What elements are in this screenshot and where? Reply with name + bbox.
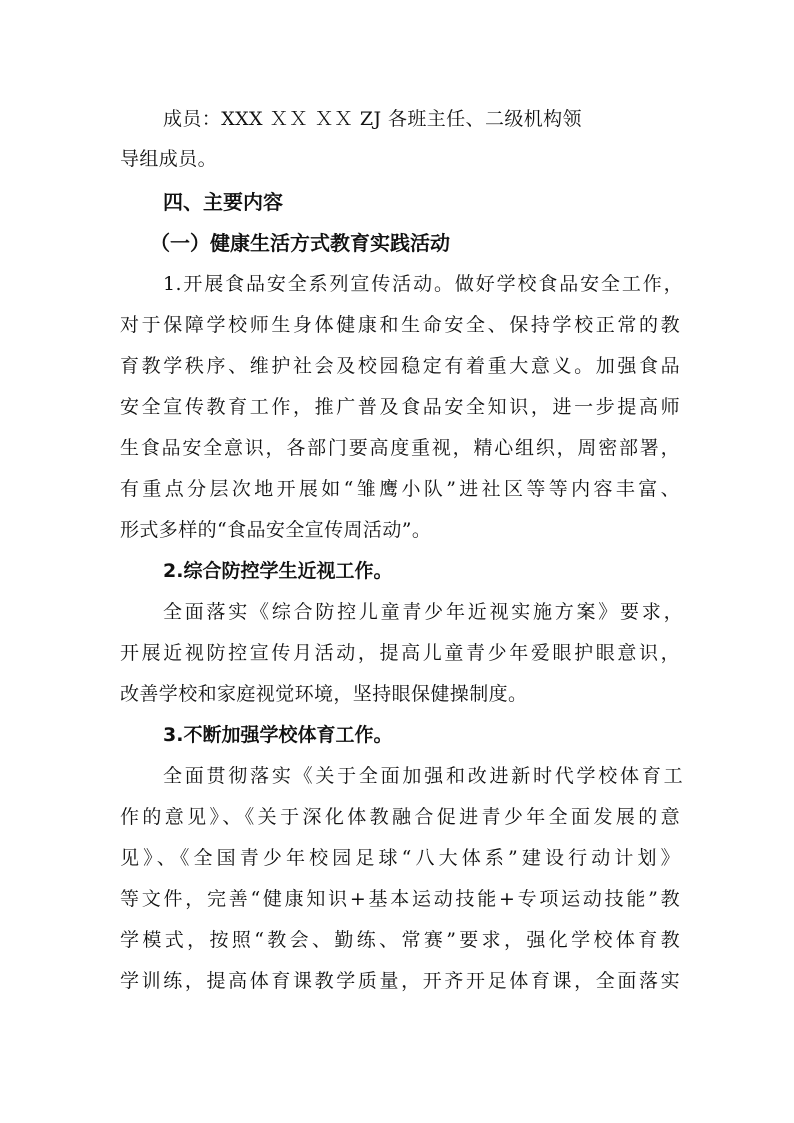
- paragraph-line: 作的意见》、《关于深化体教融合促进青少年全面发展的意: [120, 806, 680, 828]
- paragraph-line: 见》、《全国青少年校园足球“八大体系”建设行动计划》: [120, 847, 680, 869]
- members-line-1: 成员：XXX ＸＸ ＸＸ ZJ 各班主任、二级机构领: [163, 108, 582, 130]
- paragraph-line: 生食品安全意识，各部门要高度重视，精心组织，周密部署，: [120, 437, 680, 459]
- paragraph-line: 有重点分层次地开展如“雏鹰小队”进社区等等内容丰富、: [120, 478, 680, 500]
- subsection-heading: （一）健康生活方式教育实践活动: [150, 231, 450, 255]
- paragraph-line: 全面贯彻落实《关于全面加强和改进新时代学校体育工: [163, 765, 683, 787]
- item-title: 3.不断加强学校体育工作。: [163, 724, 393, 746]
- paragraph-line: 安全宣传教育工作，推广普及食品安全知识，进一步提高师: [120, 396, 680, 418]
- paragraph-line: 学模式，按照“教会、勤练、常赛”要求，强化学校体育教: [120, 929, 680, 951]
- paragraph-line: 等文件，完善“健康知识+基本运动技能+专项运动技能”教: [120, 888, 680, 910]
- paragraph-line: 全面落实《综合防控儿童青少年近视实施方案》要求，: [163, 601, 683, 623]
- item-title: 2.综合防控学生近视工作。: [163, 560, 393, 582]
- paragraph-line: 对于保障学校师生身体健康和生命安全、保持学校正常的教: [120, 314, 680, 336]
- paragraph-line: 开展近视防控宣传月活动，提高儿童青少年爱眼护眼意识，: [120, 642, 680, 664]
- paragraph-line: 改善学校和家庭视觉环境，坚持眼保健操制度。: [120, 683, 528, 705]
- members-line-2: 导组成员。: [120, 148, 218, 170]
- paragraph-line: 育教学秩序、维护社会及校园稳定有着重大意义。加强食品: [120, 355, 680, 377]
- paragraph-line: 1.开展食品安全系列宣传活动。做好学校食品安全工作，: [163, 273, 683, 295]
- paragraph-line: 学训练，提高体育课教学质量，开齐开足体育课，全面落实: [120, 970, 680, 992]
- paragraph-line: 形式多样的“食品安全宣传周活动”。: [120, 519, 432, 541]
- section-heading: 四、主要内容: [163, 190, 283, 214]
